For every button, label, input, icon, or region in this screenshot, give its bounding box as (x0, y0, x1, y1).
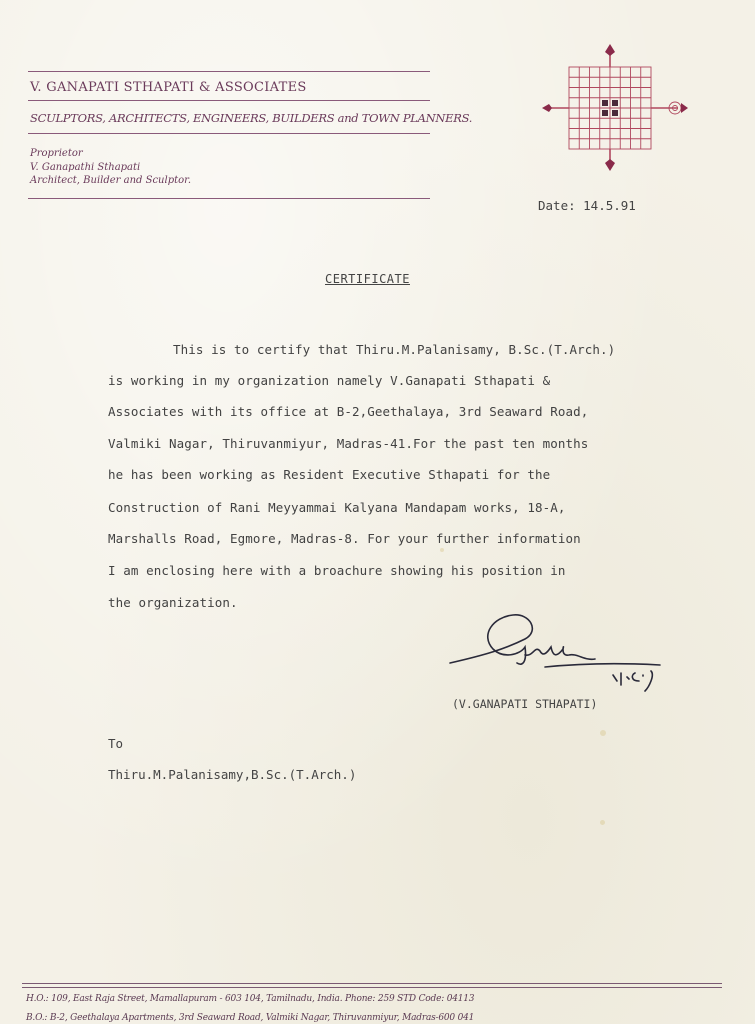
body-line: Construction of Rani Meyyammai Kalyana Mandapam works, 18-A, (108, 500, 566, 515)
paper-stain (600, 730, 606, 736)
letterhead-rule-top (28, 71, 430, 72)
certificate-title: CERTIFICATE (325, 272, 410, 286)
body-line: he has been working as Resident Executive Sthapati for the (108, 467, 551, 482)
letterhead-rule-bottom (28, 198, 430, 199)
body-line: Associates with its office at B-2,Geethalaya, 3rd Seaward Road, (108, 404, 589, 419)
firm-name: V. GANAPATI STHAPATI & ASSOCIATES (30, 80, 307, 95)
body-line: I am enclosing here with a broachure showing his position in (108, 563, 566, 578)
grid-mandala-logo-icon (540, 40, 690, 175)
body-line: Valmiki Nagar, Thiruvanmiyur, Madras-41.For the past ten months (108, 436, 589, 451)
footer-rule-bottom (22, 987, 722, 988)
body-line: This is to certify that Thiru.M.Palanisamy, B.Sc.(T.Arch.) (173, 342, 616, 357)
paper-stain (440, 548, 444, 552)
letter-date: Date: 14.5.91 (538, 198, 636, 213)
footer-rule-top (22, 983, 722, 984)
recipient-name: Thiru.M.Palanisamy,B.Sc.(T.Arch.) (108, 767, 357, 782)
body-line: the organization. (108, 595, 238, 610)
proprietor-title: Architect, Builder and Sculptor. (30, 175, 191, 186)
letterhead-rule-lower (28, 133, 430, 134)
footer-head-office: H.O.: 109, East Raja Street, Mamallapuram - 603 104, Tamilnadu, India. Phone: 259 STD Code: 04113 (26, 994, 475, 1004)
body-line: is working in my organization namely V.Ganapati Sthapati & (108, 373, 551, 388)
signatory-name: (V.GANAPATI STHAPATI) (452, 697, 598, 711)
firm-tagline: SCULPTORS, ARCHITECTS, ENGINEERS, BUILDERS and TOWN PLANNERS. (30, 111, 473, 125)
to-label: To (108, 736, 124, 751)
letterhead-rule-mid (28, 100, 430, 101)
proprietor-label: Proprietor (30, 148, 83, 159)
footer-branch-office: B.O.: B-2, Geethalaya Apartments, 3rd Seaward Road, Valmiki Nagar, Thiruvanmiyur, Madras-600 041 (26, 1013, 475, 1023)
body-line: Marshalls Road, Egmore, Madras-8. For your further information (108, 531, 581, 546)
paper-stain (600, 820, 605, 825)
proprietor-name: V. Ganapathi Sthapati (30, 161, 141, 173)
proprietor-block (30, 147, 191, 188)
handwritten-signature-icon (445, 605, 690, 695)
